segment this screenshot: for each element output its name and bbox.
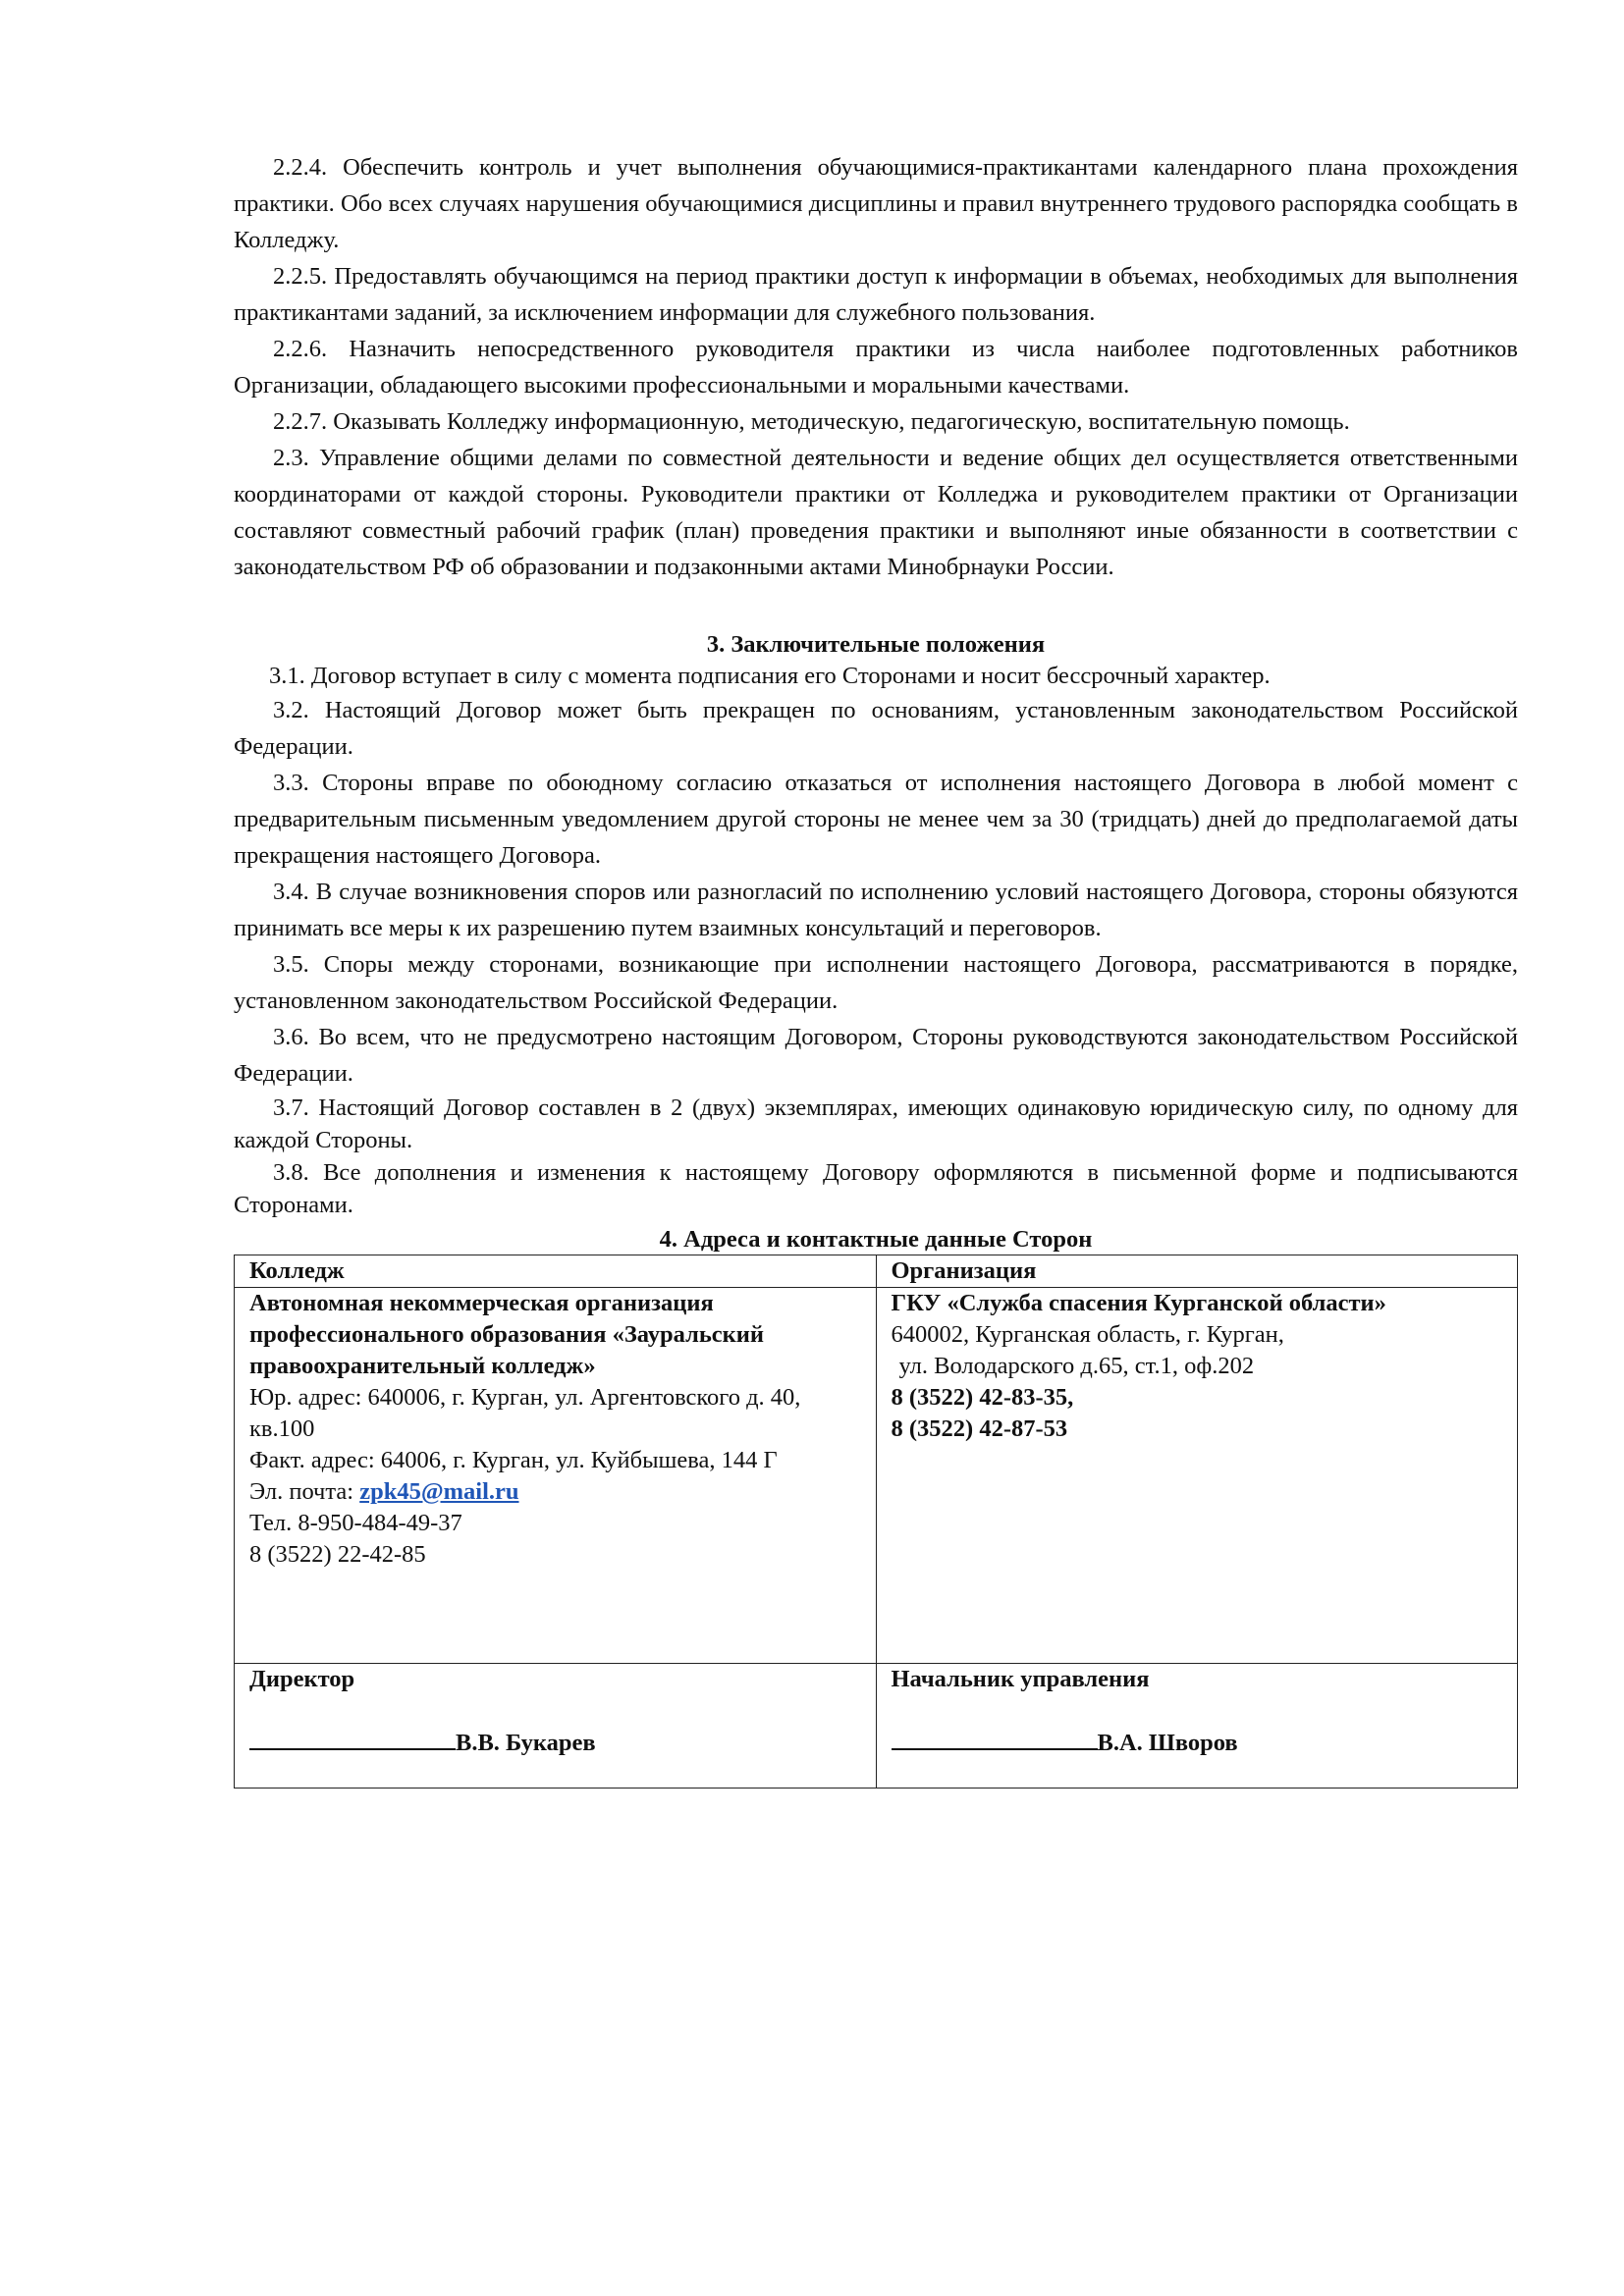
section-3-title: 3. Заключительные положения xyxy=(706,631,1046,658)
paragraph-2-2-4: 2.2.4. Обеспечить контроль и учет выполнения обучающимися-практикантами календарного плана прохождения практики. Обо всех случаях нарушения обучающимися дисциплины и правил внутреннего трудового распорядка сообщать в Колледжу. xyxy=(234,154,1518,253)
college-header: Колледж xyxy=(235,1255,877,1288)
organization-signer-name: В.А. Шворов xyxy=(1097,1730,1238,1756)
table-signature-row xyxy=(235,1664,1518,1789)
college-email-row xyxy=(249,1476,864,1508)
organization-address-1: 640002, Курганская область, г. Курган, xyxy=(891,1321,1284,1348)
college-signature-row xyxy=(249,1725,864,1759)
paragraph-3-5: 3.5. Споры между сторонами, возникающие при исполнении настоящего Договора, рассматриваются в порядке, установленном законодательством Российской Федерации. xyxy=(234,951,1518,1014)
college-signature-line xyxy=(249,1725,456,1750)
section-4-title: 4. Адреса и контактные данные Сторон xyxy=(659,1226,1093,1253)
organization-phone-2: 8 (3522) 42-87-53 xyxy=(891,1415,1068,1442)
paragraph-3-2: 3.2. Настоящий Договор может быть прекращен по основаниям, установленным законодательством Российской Федерации. xyxy=(234,697,1518,760)
paragraph-2-3: 2.3. Управление общими делами по совместной деятельности и ведение общих дел осуществляется ответственными координаторами от каждой стороны. Руководители практики от Колледжа и руководителем практики от Организации составляют совместный рабочий график (план) проведения практики и выполняют иные обязанности в соответствии с законодательством РФ об образовании и подзаконными актами Минобрнауки России. xyxy=(234,445,1518,580)
organization-signature-line xyxy=(892,1725,1098,1750)
organization-header: Организация xyxy=(876,1255,1518,1288)
paragraph-3-7: 3.7. Настоящий Договор составлен в 2 (двух) экземплярах, имеющих одинаковую юридическую силу, по одному для каждой Стороны. xyxy=(234,1095,1518,1153)
contacts-table xyxy=(234,1255,1518,1789)
organization-signature-row xyxy=(892,1725,1506,1759)
document-page xyxy=(234,149,1518,1789)
organization-name: ГКУ «Служба спасения Курганской области» xyxy=(891,1290,1386,1316)
table-info-row xyxy=(235,1288,1518,1664)
college-signature-cell xyxy=(235,1664,877,1789)
college-signer-title: Директор xyxy=(249,1666,355,1692)
college-email-link[interactable]: zpk45@mail.ru xyxy=(359,1478,519,1505)
college-signer-name: В.В. Букарев xyxy=(456,1730,596,1756)
table-header-row xyxy=(235,1255,1518,1288)
organization-info-cell xyxy=(876,1288,1518,1664)
paragraph-3-4: 3.4. В случае возникновения споров или разногласий по исполнению условий настоящего Договора, стороны обязуются принимать все меры к их разрешению путем взаимных консультаций и переговоров. xyxy=(234,879,1518,941)
organization-address-2: ул. Володарского д.65, ст.1, оф.202 xyxy=(898,1353,1255,1379)
college-info-cell xyxy=(235,1288,877,1664)
paragraph-3-3: 3.3. Стороны вправе по обоюдному согласию отказаться от исполнения настоящего Договора в любой момент с предварительным письменным уведомлением другой стороны не менее чем за 30 (тридцать) дней до предполагаемой даты прекращения настоящего Договора. xyxy=(234,770,1518,869)
paragraph-2-2-5: 2.2.5. Предоставлять обучающимся на период практики доступ к информации в объемах, необходимых для выполнения практикантами заданий, за исключением информации для служебного пользования. xyxy=(234,263,1518,326)
college-name: Автономная некоммерческая организация профессионального образования «Зауральский правоохранительный колледж» xyxy=(249,1290,765,1379)
college-actual-address: Факт. адрес: 64006, г. Курган, ул. Куйбышева, 144 Г xyxy=(249,1447,778,1473)
paragraph-2-2-7: 2.2.7. Оказывать Колледжу информационную, методическую, педагогическую, воспитательную помощь. xyxy=(273,408,1350,435)
organization-phone-1: 8 (3522) 42-83-35, xyxy=(891,1384,1074,1411)
paragraph-2-2-6: 2.2.6. Назначить непосредственного руководителя практики из числа наиболее подготовленных работников Организации, обладающего высокими профессиональными и моральными качествами. xyxy=(234,336,1518,399)
paragraph-3-8: 3.8. Все дополнения и изменения к настоящему Договору оформляются в письменной форме и подписываются Сторонами. xyxy=(234,1159,1518,1218)
organization-signature-cell xyxy=(876,1664,1518,1789)
college-phone-2: 8 (3522) 22-42-85 xyxy=(249,1541,426,1568)
college-email-label: Эл. почта: xyxy=(249,1478,360,1505)
college-legal-address: Юр. адрес: 640006, г. Курган, ул. Аргентовского д. 40, кв.100 xyxy=(249,1384,801,1442)
paragraph-3-1: 3.1. Договор вступает в силу с момента подписания его Сторонами и носит бессрочный характер. xyxy=(269,663,1271,689)
organization-signer-title: Начальник управления xyxy=(891,1666,1150,1692)
paragraph-3-6: 3.6. Во всем, что не предусмотрено настоящим Договором, Стороны руководствуются законодательством Российской Федерации. xyxy=(234,1024,1518,1087)
college-phone-1: Тел. 8-950-484-49-37 xyxy=(249,1510,462,1536)
